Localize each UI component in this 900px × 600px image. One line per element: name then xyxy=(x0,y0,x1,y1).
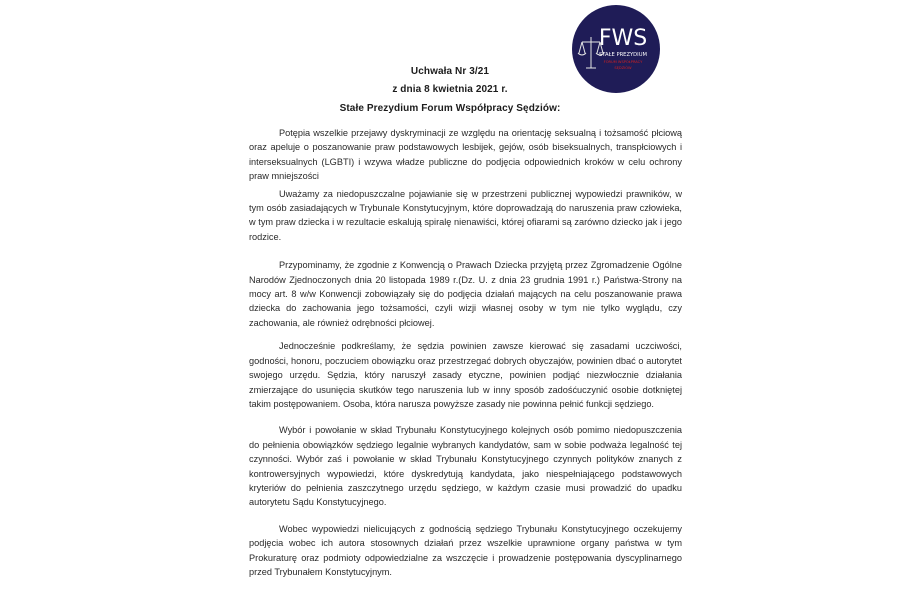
paragraph-4: Jednocześnie podkreślamy, że sędzia powinien zawsze kierować się zasadami uczciwości, godności, honoru, poczuciem obowiązku oraz przestrzegać dobrych obyczajów, powinien dbać o autorytet swojego urzędu. Sędzia, który naruszył zasady etyczne, powinien podjąć niezwłocznie działania zmierzające do usunięcia skutków tego naruszenia lub w inny sposób zadośćuczynić osobie dotkniętej takim postępowaniem. Osoba, która narusza powyższe zasady nie powinna pełnić funkcji sędziego. xyxy=(249,341,682,409)
paragraph-6: Wobec wypowiedzi nielicujących z godnością sędziego Trybunału Konstytucyjnego oczekujemy podjęcia wobec ich autora stosownych działań przez wszelkie uprawnione organy państwa w tym Prokuraturę oraz podmioty odpowiedzialne za wszczęcie i prowadzenie postępowania dyscyplinarnego przed Trybunałem Konstytucyjnym. xyxy=(249,523,682,577)
issuing-body: Stałe Prezydium Forum Współpracy Sędziów: xyxy=(339,103,561,114)
paragraph-1: Potępia wszelkie przejawy dyskryminacji ze względu na orientację seksualną i tożsamość płciową oraz apeluje o poszanowanie praw podstawowych lesbijek, gejów, osób biseksualnych, transpłciowych i interseksualnych (LGBTI) i wzywa władze publiczne do podjęcia odpowiednich kroków w celu ochrony praw mniejszości xyxy=(249,128,682,182)
logo-line1: STAŁE PREZYDIUM xyxy=(599,52,647,58)
paragraph-5: Wybór i powołanie w skład Trybunału Konstytucyjnego kolejnych osób pomimo niedopuszczenia do pełnienia obowiązków sędziego legalnie wybranych kandydatów, sam w sobie podważa legalność tej czynności. Wybór zaś i powołanie w skład Trybunału Konstytucyjnego czynnych polityków znanych z kontrowersyjnych wypowiedzi, które dyskredytują kandydata, jako niespełniającego podstawowych kryteriów do pełnienia zaszczytnego urzędu sędziego, w każdym czasie musi prowadzić do upadku autorytetu Sądu Konstytucyjnego. xyxy=(249,425,682,508)
logo-line2: FORUM WSPÓŁPRACY xyxy=(603,60,643,64)
paragraph-3: Przypominamy, że zgodnie z Konwencją o Prawach Dziecka przyjętą przez Zgromadzenie Ogólne Narodów Zjednoczonych dnia 20 listopada 1989 r.(Dz. U. z dnia 23 grudnia 1991 r.) Państwa-Strony na mocy art. 8 w/w Konwencji zobowiązały się do podjęcia działań mających na celu poszanowanie prawa dziecka do zachowania jego tożsamości, czyli wizji własnej osoby w tym nie tylko wyglądu, czy zachowania, ale również odrębności płciowej. xyxy=(249,260,682,328)
fws-logo xyxy=(571,4,661,94)
logo-acronym: FWS xyxy=(598,26,648,51)
resolution-date: z dnia 8 kwietnia 2021 r. xyxy=(392,84,508,95)
paragraph-2: Uważamy za niedopuszczalne pojawianie się w przestrzeni publicznej wypowiedzi prawników, w tym osób zasiadających w Trybunale Konstytucyjnym, które doprowadzają do naruszenia praw człowieka, w tym praw dziecka i w rezultacie eskalują spiralę nienawiści, której ofiarami są zarówno dziecko jak i jego rodzice. xyxy=(249,188,682,242)
fws-logo-image xyxy=(571,4,661,94)
resolution-title: Uchwała Nr 3/21 xyxy=(410,66,490,77)
resolution-body xyxy=(249,126,682,579)
logo-line3: SĘDZIÓW xyxy=(614,66,632,70)
